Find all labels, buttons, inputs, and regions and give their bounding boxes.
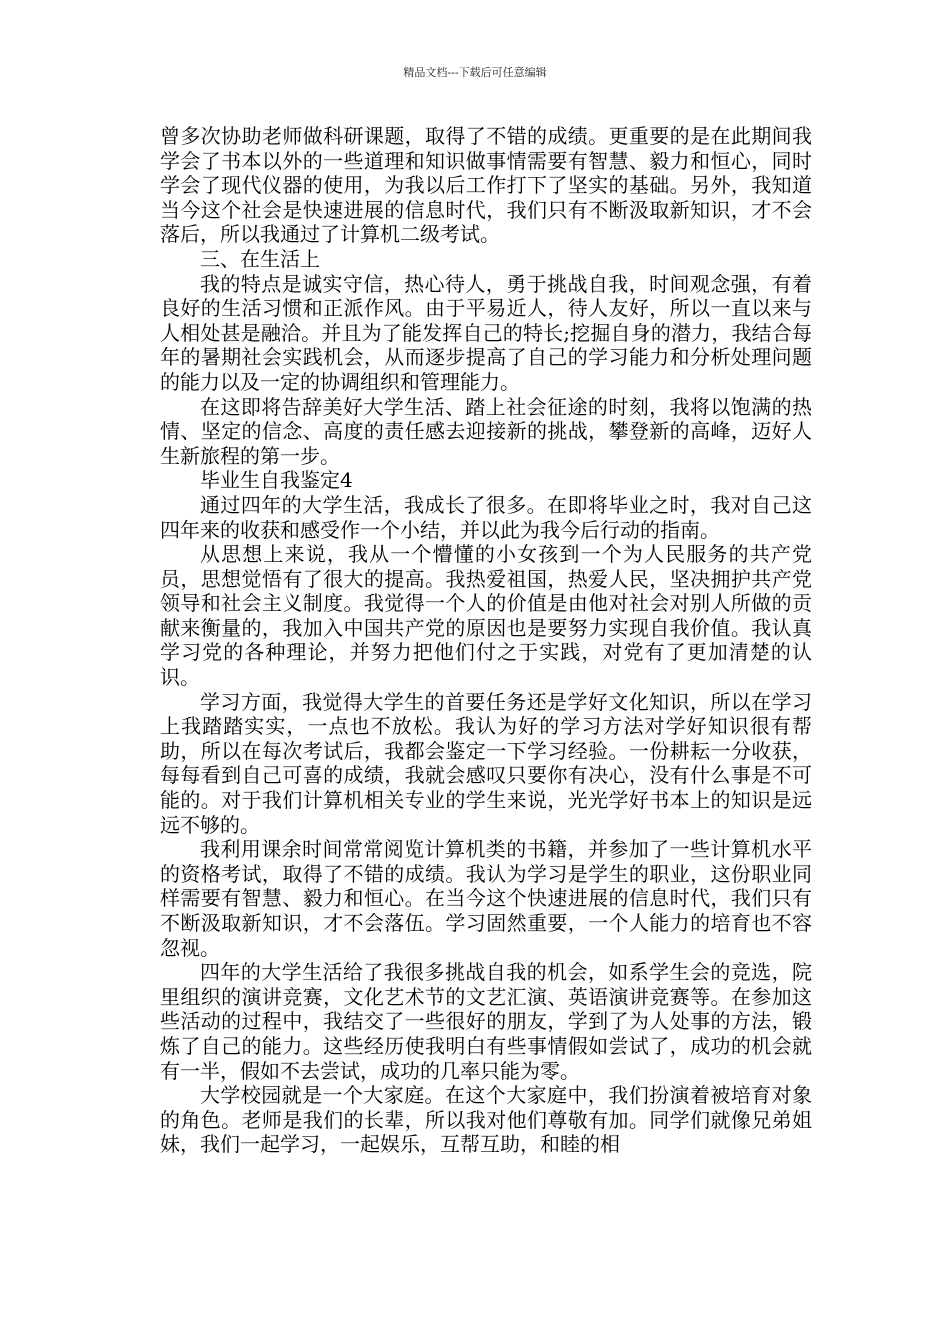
section-heading-self-assessment-4: 毕业生自我鉴定4: [200, 468, 353, 493]
section-heading-life: 三、在生活上: [200, 246, 320, 271]
page-header: 精品文档---下载后可任意编辑: [403, 66, 547, 79]
paragraph-character: 我的特点是诚实守信，热心待人，勇于挑战自我，时间观念强，有着良好的生活习惯和正派作风。由于平易近人，待人友好，所以一直以来与人相处甚是融洽。并且为了能发挥自己的特长;挖掘自身的潜力，我结合每年的暑期社会实践机会，从而逐步提高了自己的学习能力和分析处理问题的能力以及一定的协调组织和管理能力。: [160, 271, 812, 394]
paragraph-activities: 四年的大学生活给了我很多挑战自我的机会，如系学生会的竞选，院里组织的演讲竞赛，文化艺术节的文艺汇演、英语演讲竞赛等。在参加这些活动的过程中，我结交了一些很好的朋友，学到了为人处事的方法，锻炼了自己的能力。这些经历使我明白有些事情假如尝试了，成功的机会就有一半，假如不去尝试，成功的几率只能为零。: [160, 960, 812, 1083]
document-body: [160, 124, 812, 1157]
paragraph-intro: 通过四年的大学生活，我成长了很多。在即将毕业之时，我对自己这四年来的收获和感受作一个小结，并以此为我今后行动的指南。: [160, 492, 812, 542]
paragraph-campus-family: 大学校园就是一个大家庭。在这个大家庭中，我们扮演着被培育对象的角色。老师是我们的长辈，所以我对他们尊敬有加。同学们就像兄弟姐妹，我们一起学习，一起娱乐，互帮互助，和睦的相: [160, 1083, 812, 1157]
paragraph-research: 曾多次协助老师做科研课题，取得了不错的成绩。更重要的是在此期间我学会了书本以外的一些道理和知识做事情需要有智慧、毅力和恒心，同时学会了现代仪器的使用，为我以后工作打下了坚实的基础。另外，我知道当今这个社会是快速进展的信息时代，我们只有不断汲取新知识，才不会落后，所以我通过了计算机二级考试。: [160, 124, 812, 247]
paragraph-study: 学习方面，我觉得大学生的首要任务还是学好文化知识，所以在学习上我踏踏实实，一点也不放松。我认为好的学习方法对学好知识很有帮助，所以在每次考试后，我都会鉴定一下学习经验。一份耕耘一分收获，每每看到自己可喜的成绩，我就会感叹只要你有决心，没有什么事是不可能的。对于我们计算机相关专业的学生来说，光光学好书本上的知识是远远不够的。: [160, 689, 812, 837]
paragraph-farewell: 在这即将告辞美好大学生活、踏上社会征途的时刻，我将以饱满的热情、坚定的信念、高度的责任感去迎接新的挑战，攀登新的高峰，迈好人生新旅程的第一步。: [160, 394, 812, 468]
paragraph-reading: 我利用课余时间常常阅览计算机类的书籍，并参加了一些计算机水平的资格考试，取得了不错的成绩。我认为学习是学生的职业，这份职业同样需要有智慧、毅力和恒心。在当今这个快速进展的信息时代，我们只有不断汲取新知识，才不会落伍。学习固然重要，一个人能力的培育也不容忽视。: [160, 837, 812, 960]
paragraph-ideology: 从思想上来说，我从一个懵懂的小女孩到一个为人民服务的共产党员，思想觉悟有了很大的提高。我热爱祖国，热爱人民，坚决拥护共产党领导和社会主义制度。我觉得一个人的价值是由他对社会对别人所做的贡献来衡量的，我加入中国共产党的原因也是要努力实现自我价值。我认真学习党的各种理论，并努力把他们付之于实践，对党有了更加清楚的认识。: [160, 542, 812, 690]
